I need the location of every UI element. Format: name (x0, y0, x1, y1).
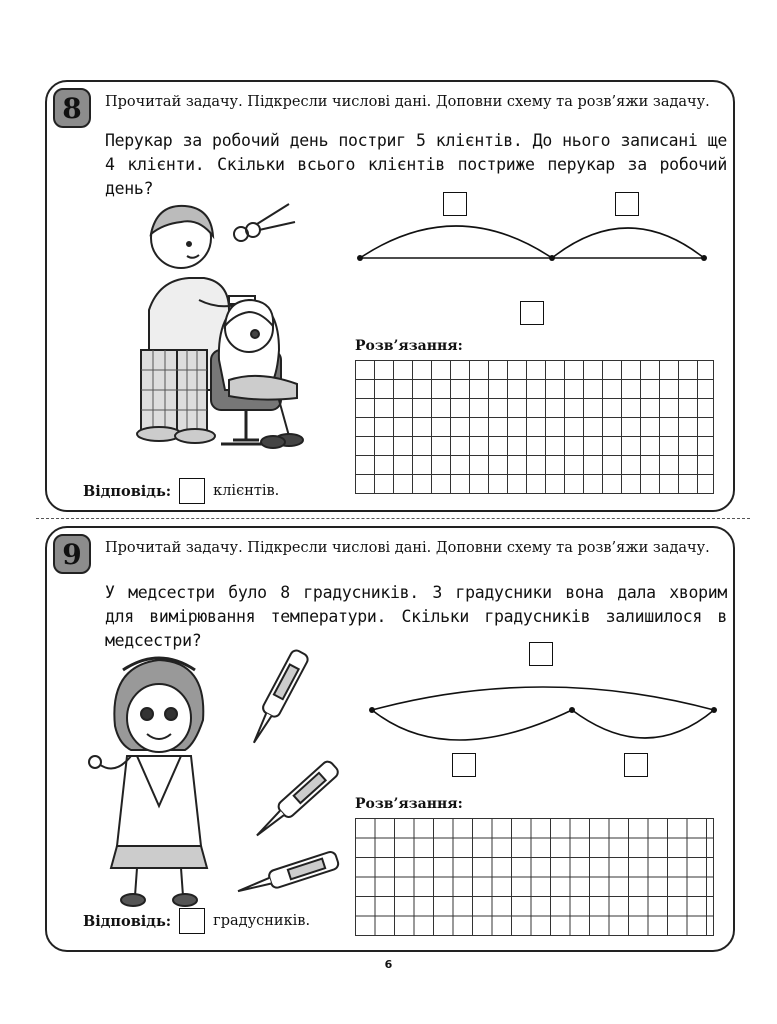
task-instruction: Прочитай задачу. Підкресли числові дані. Доповни схему та розв’яжи задачу. (105, 94, 710, 110)
scheme-box-right[interactable] (624, 753, 648, 777)
solution-label: Розв’язання: (355, 338, 463, 354)
task-number-badge: 8 (53, 88, 91, 128)
task-number-badge: 9 (53, 534, 91, 574)
solution-grid[interactable] (355, 360, 715, 494)
problem-text: Перукар за робочий день постриг 5 клієнтів. До нього записані ще 4 клієнти. Скільки всього клієнтів постриже перукар за робочий день? (105, 131, 727, 198)
answer-unit: градусників. (213, 913, 311, 929)
answer-unit: клієнтів. (213, 483, 280, 499)
problem-text: У медсестри було 8 градусників. 3 градусники вона дала хворим для вимірювання температури. Скільки градусників залишилося в медсестри? (105, 583, 727, 650)
barber-illustration (129, 200, 319, 462)
task-instruction: Прочитай задачу. Підкресли числові дані. Доповни схему та розв’яжи задачу. (105, 540, 710, 556)
answer-box[interactable] (179, 478, 205, 504)
nurse-illustration (75, 646, 355, 908)
separator-line (36, 518, 750, 519)
answer-label: Відповідь: (83, 912, 172, 930)
answer-row (83, 908, 310, 934)
scheme-box-total[interactable] (529, 642, 553, 666)
solution-grid[interactable] (355, 818, 715, 938)
page-number: 6 (384, 958, 393, 971)
scheme-box-total[interactable] (520, 301, 544, 325)
solution-label: Розв’язання: (355, 796, 463, 812)
answer-box[interactable] (179, 908, 205, 934)
answer-label: Відповідь: (83, 482, 172, 500)
scheme-box-right[interactable] (615, 192, 639, 216)
scheme-box-left[interactable] (452, 753, 476, 777)
task-8-card (45, 80, 735, 512)
scheme-box-left[interactable] (443, 192, 467, 216)
answer-row (83, 478, 279, 504)
task-9-card (45, 526, 735, 952)
